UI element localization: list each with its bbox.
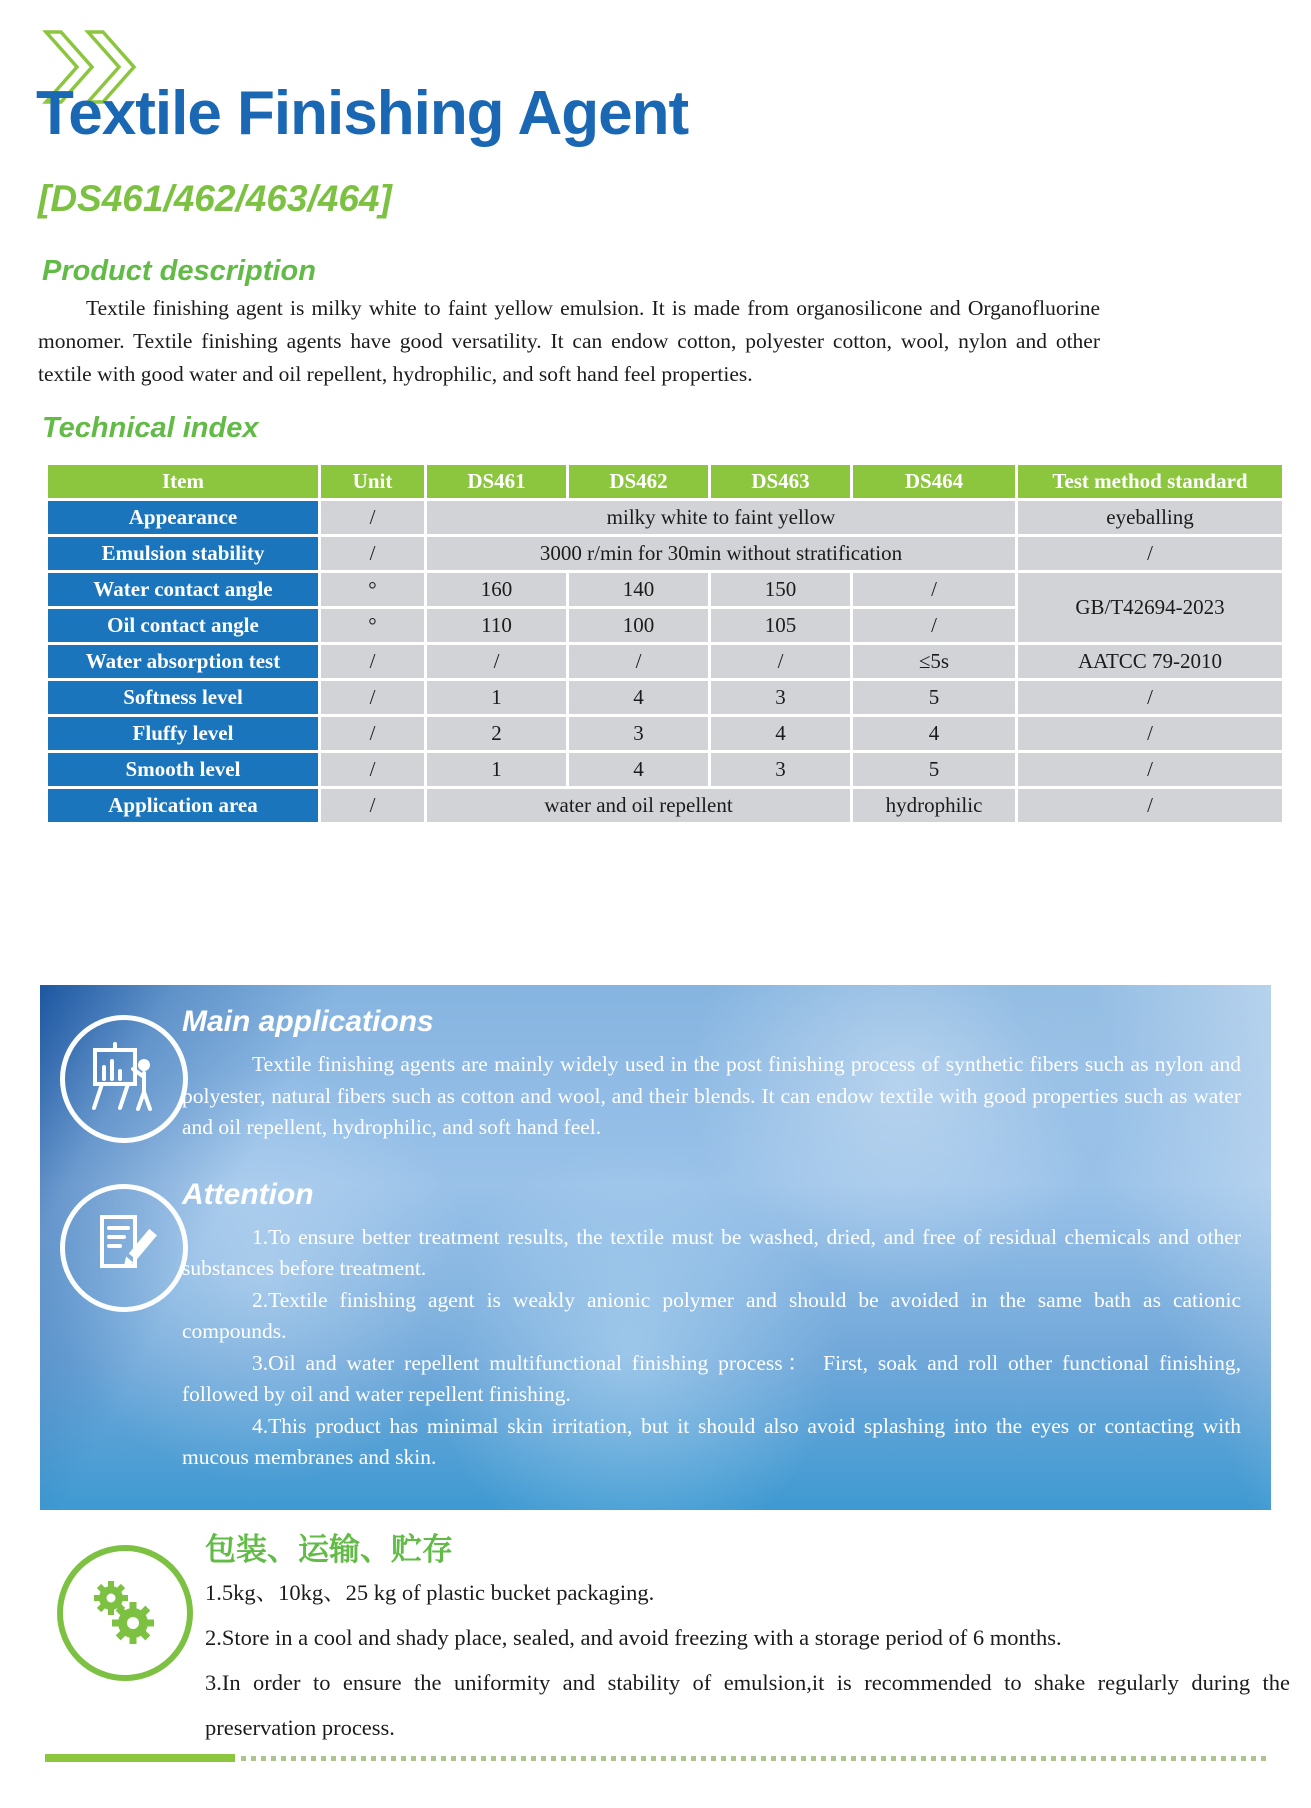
cell-ds462: 100 (569, 609, 708, 642)
cell-ds461: 1 (427, 753, 566, 786)
col-item: Item (48, 465, 318, 498)
table-row (48, 753, 1282, 786)
cell-ds464: hydrophilic (853, 789, 1015, 822)
gears-icon (57, 1545, 193, 1681)
cell-unit: ° (321, 609, 424, 642)
cell-unit: / (321, 681, 424, 714)
row-label: Water contact angle (48, 573, 318, 606)
cell-ds462: 140 (569, 573, 708, 606)
attention-item: 4.This product has minimal skin irritation, but it should also avoid splashing into the eyes or contacting with mucous membranes and skin. (182, 1413, 1241, 1469)
cell-ds461: 2 (427, 717, 566, 750)
col-ds463: DS463 (711, 465, 850, 498)
cell-ds461: / (427, 645, 566, 678)
packaging-item: 1.5kg、10kg、25 kg of plastic bucket packaging. (205, 1580, 655, 1605)
cell-test: / (1018, 537, 1282, 570)
attention-heading: Attention (182, 1177, 314, 1211)
row-label: Emulsion stability (48, 537, 318, 570)
cell-test: AATCC 79-2010 (1018, 645, 1282, 678)
main-applications-heading: Main applications (182, 1005, 434, 1038)
cell-ds462: 4 (569, 681, 708, 714)
footer-divider (45, 1754, 1271, 1763)
cell-test: GB/T42694-2023 (1018, 573, 1282, 642)
cell-unit: / (321, 537, 424, 570)
page-title: Textile Finishing Agent (36, 79, 689, 148)
packaging-item: 2.Store in a cool and shady place, sealed, and avoid freezing with a storage period of 6 months. (205, 1625, 1062, 1650)
cell-value: milky white to faint yellow (427, 501, 1015, 534)
cell-unit: / (321, 789, 424, 822)
cell-ds464: ≤5s (853, 645, 1015, 678)
cell-ds463: 150 (711, 573, 850, 606)
product-codes: [DS461/462/463/464] (38, 178, 392, 219)
row-label: Water absorption test (48, 645, 318, 678)
table-row (48, 537, 1282, 570)
attention-item: 3.Oil and water repellent multifunctional finishing process： First, soak and roll other functional finishing, followed by oil and water repellent finishing. (182, 1350, 1241, 1406)
table-row (48, 573, 1282, 606)
main-applications-section (40, 985, 1271, 1144)
table-header-row (48, 465, 1282, 498)
cell-ds464: 5 (853, 681, 1015, 714)
row-label: Smooth level (48, 753, 318, 786)
table-row (48, 789, 1282, 822)
cell-ds463: 105 (711, 609, 850, 642)
cell-unit: / (321, 753, 424, 786)
col-unit: Unit (321, 465, 424, 498)
cell-unit: / (321, 501, 424, 534)
footer-solid-bar (45, 1754, 235, 1762)
cell-ds461: 110 (427, 609, 566, 642)
col-ds464: DS464 (853, 465, 1015, 498)
cell-value: 3000 r/min for 30min without stratification (427, 537, 1015, 570)
cell-unit: / (321, 717, 424, 750)
cell-ds462: 3 (569, 717, 708, 750)
table-row (48, 717, 1282, 750)
col-ds462: DS462 (569, 465, 708, 498)
cell-ds463: 4 (711, 717, 850, 750)
cell-ds464: / (853, 573, 1015, 606)
cell-ds462: / (569, 645, 708, 678)
footer-dashed-line (241, 1756, 1271, 1761)
cell-ds464: 4 (853, 717, 1015, 750)
main-applications-body: Textile finishing agents are mainly widely used in the post finishing process of synthetic fibers such as nylon and polyester, natural fibers such as cotton and wool, and their blends. It can endow textile with good properties such as water and oil repellent, hydrophilic, and soft hand feel. (182, 1052, 1241, 1139)
row-label: Appearance (48, 501, 318, 534)
info-panel (40, 985, 1271, 1510)
cell-ds461: 1 (427, 681, 566, 714)
cell-ds463: / (711, 645, 850, 678)
document-pencil-icon (60, 1184, 188, 1312)
attention-item: 1.To ensure better treatment results, the textile must be washed, dried, and free of residual chemicals and other substances before treatment. (182, 1224, 1241, 1280)
row-label: Oil contact angle (48, 609, 318, 642)
product-description-body: Textile finishing agent is milky white to faint yellow emulsion. It is made from organosilicone and Organofluorine monomer. Textile finishing agents have good versatility. It can endow cotton, polyester cotton, wool, nylon and other textile with good water and oil repellent, hydrophilic, and soft hand feel properties. (38, 296, 1100, 386)
product-description-heading: Product description (42, 255, 316, 287)
col-ds461: DS461 (427, 465, 566, 498)
cell-ds462: 4 (569, 753, 708, 786)
cell-ds464: / (853, 609, 1015, 642)
packaging-heading: 包装、运输、贮存 (205, 1532, 453, 1567)
table-row (48, 501, 1282, 534)
cell-unit: / (321, 645, 424, 678)
cell-ds463: 3 (711, 753, 850, 786)
packaging-item: 3.In order to ensure the uniformity and stability of emulsion,it is recommended to shake regularly during the preservation process. (205, 1670, 1290, 1740)
cell-test: / (1018, 717, 1282, 750)
cell-ds464: 5 (853, 753, 1015, 786)
row-label: Fluffy level (48, 717, 318, 750)
cell-ds461: 160 (427, 573, 566, 606)
cell-ds463: 3 (711, 681, 850, 714)
presentation-icon (60, 1015, 188, 1143)
cell-value: water and oil repellent (427, 789, 850, 822)
cell-test: eyeballing (1018, 501, 1282, 534)
table-row (48, 681, 1282, 714)
cell-test: / (1018, 753, 1282, 786)
row-label: Application area (48, 789, 318, 822)
table-row (48, 645, 1282, 678)
col-test-method: Test method standard (1018, 465, 1282, 498)
row-label: Softness level (48, 681, 318, 714)
attention-section (40, 1144, 1271, 1474)
packaging-items (205, 1570, 1290, 1750)
cell-test: / (1018, 789, 1282, 822)
attention-item: 2.Textile finishing agent is weakly anionic polymer and should be avoided in the same bath as cationic compounds. (182, 1287, 1241, 1343)
technical-index-heading: Technical index (42, 412, 259, 444)
cell-test: / (1018, 681, 1282, 714)
technical-index-table (45, 462, 1285, 825)
cell-unit: ° (321, 573, 424, 606)
